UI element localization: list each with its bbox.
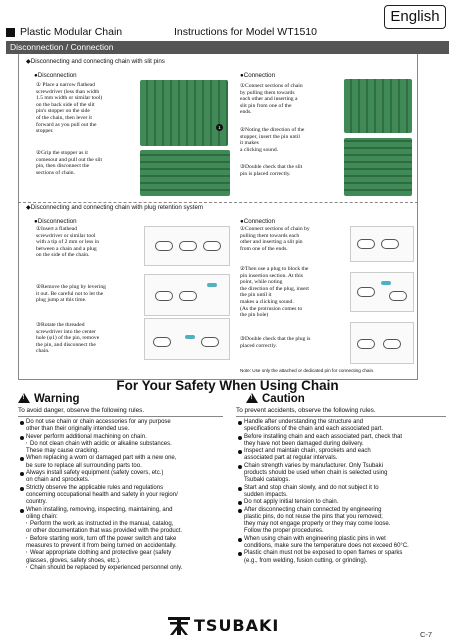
slit-conn-step-1: [240, 83, 340, 116]
caution-title: [246, 393, 305, 405]
safety-rule-line: country.: [26, 499, 47, 506]
safety-rule-line: sudden impacts.: [244, 491, 288, 498]
warning-title: [18, 393, 80, 405]
safety-rule-line: Do not apply initial tension to chain.: [238, 499, 450, 506]
safety-rule-line: When installing, removing, inspecting, maintaining, and: [20, 507, 228, 514]
safety-title: For Your Safety When Using Chain: [116, 378, 339, 393]
language-badge: English: [384, 5, 446, 29]
safety-rule-line: products should be used when chain is selected using: [244, 470, 388, 477]
chain-link-icon: [357, 287, 375, 297]
chain-link-icon: [383, 339, 401, 349]
safety-rule-line: When using chain with engineering plastic pins in wet: [238, 536, 450, 543]
chain-link-icon: [179, 291, 197, 301]
slit-heading: ◆Disconnecting and connecting chain with slit pins: [26, 58, 165, 65]
safety-rule-line: glasses, gloves, safety shoes, etc.).: [26, 557, 121, 564]
safety-rule-line: Handle after understanding the structure and: [238, 419, 450, 426]
section-bar: Disconnection / Connection: [6, 41, 449, 54]
chain-link-icon: [155, 241, 173, 251]
plug-connection-label: ●Connection: [240, 218, 276, 225]
chain-link-icon: [155, 291, 173, 301]
safety-rule-line: they may not engage properly or they may come loose.: [244, 521, 391, 528]
chain-link-icon: [201, 337, 219, 347]
safety-rule-line: measures to prevent it from being turned on accidentally.: [26, 543, 177, 550]
step-text: ③Double check that the slit pin is placed correctly.: [240, 164, 303, 177]
slit-conn-step-2: [240, 127, 340, 153]
step-text: ①Insert a flathead screwdriver or similar tool with a tip of 2 mm or less in between a chain and a plug on the side of the chain.: [36, 226, 100, 259]
model-title: Instructions for Model WT1510: [174, 26, 317, 38]
plug-conn-step-2: [240, 266, 348, 319]
plug-icon: [207, 283, 217, 287]
plug-disc-step-1: [36, 226, 140, 259]
safety-rule-line: ・ Perform the work as instructed in the manual, catalog,: [20, 521, 228, 528]
safety-rule-line: ・ Chain should be replaced by experienced personnel only.: [20, 565, 228, 572]
plug-conn-step-1: [240, 226, 348, 252]
plug-disconnect-sketch-1: [144, 226, 230, 266]
safety-rule-line: conditions, make sure the temperature does not exceed 60°C.: [244, 543, 409, 550]
chain-link-icon: [381, 239, 399, 249]
title-square-icon: [6, 28, 15, 37]
slit-disconnect-photo-1: [140, 80, 228, 146]
slit-disconnect-photo-2: [140, 150, 230, 196]
section-divider: [18, 202, 418, 203]
plug-disconnection-label: ●Disconnection: [34, 218, 77, 225]
plug-connect-sketch-2: [350, 272, 414, 312]
safety-rule-line: on chain and sprockets.: [26, 477, 90, 484]
safety-rule-line: associated part at regular intervals.: [244, 455, 338, 462]
safety-rule-line: Chain strength varies by manufacturer. Only Tsubaki: [238, 463, 450, 470]
safety-rule-line: Tsubaki catalogs.: [244, 477, 291, 484]
plug-icon: [381, 281, 391, 285]
safety-rule-line: When replacing a worn or damaged part with a new one,: [20, 455, 228, 462]
slit-connect-photo-1: [344, 79, 412, 133]
safety-rule-line: ・ Before starting work, turn off the power switch and take: [20, 536, 228, 543]
step-text: ②Then use a plug to block the pin insertion section. At this point, while noting the direction of the plug, insert the pin until it makes a clicking sound. (As the protrusion comes to the pin hole): [240, 266, 309, 319]
slit-connect-photo-2: [344, 138, 412, 196]
chain-link-icon: [357, 239, 375, 249]
step-text: ③Double check that the plug is placed correctly.: [240, 336, 311, 349]
step-text: ③Rotate the threaded screwdriver into the center hole (φ1) of the pin, remove the pin, and disconnect the chain.: [36, 322, 100, 355]
safety-rule-line: Plastic chain must not be exposed to open flames or sparks: [238, 550, 450, 557]
marker-1-icon: 1: [216, 124, 223, 131]
safety-rule-line: Inspect and maintain chain, sprockets and each: [238, 448, 450, 455]
warning-icon: [18, 393, 30, 403]
chain-link-icon: [179, 241, 197, 251]
warning-rule: [18, 416, 223, 417]
slit-disconnection-label: ●Disconnection: [34, 72, 77, 79]
warning-list: [20, 419, 228, 572]
step-text: ①Connect sections of chain by pulling them towards each other and inserting a slit pin from one of the ends.: [240, 226, 310, 252]
safety-rule-line: specifications of the chain and each associated part.: [244, 426, 384, 433]
warning-subtitle: To avoid danger, observe the following rules.: [18, 407, 145, 414]
chain-link-icon: [357, 339, 375, 349]
chain-link-icon: [203, 241, 221, 251]
brand-text: TSUBAKI: [194, 616, 280, 635]
plug-disconnect-sketch-3: [144, 318, 230, 360]
plug-disc-step-3: [36, 322, 140, 355]
pin-note: Note: Use only the attached or dedicated pin for connecting chain.: [240, 368, 375, 373]
safety-rule-line: These may cause cracking.: [26, 448, 100, 455]
plug-disconnect-sketch-2: [144, 274, 230, 316]
safety-rule-line: or other documentation that was provided with the product.: [26, 528, 183, 535]
safety-rule-line: After disconnecting chain connected by engineering: [238, 507, 450, 514]
safety-rule-line: they have not been damaged during delivery.: [244, 440, 364, 447]
chain-link-icon: [153, 337, 171, 347]
slit-disc-step-1: [36, 82, 136, 135]
caution-title-text: Caution: [262, 393, 305, 405]
plug-disc-step-2: [36, 284, 140, 304]
step-text: ① Place a narrow flathead screwdriver (less than width 1.5 mm width or similar tool) on the back side of the slit pin's stopper on the side of the chain, then lever it forward as you pull out the stopper.: [36, 82, 103, 135]
safety-rule-line: Follow the proper procedures.: [244, 528, 324, 535]
step-text: ②Noting the direction of the stopper, insert the pin until it makes a clicking sound.: [240, 127, 305, 153]
tsubaki-logo-icon: [168, 617, 190, 635]
safety-rule-line: (e.g., from welding, fusion cutting, or grinding).: [244, 557, 368, 564]
caution-rule: [236, 416, 446, 417]
safety-rule-line: oiling chain:: [26, 513, 58, 520]
page-number: C-7: [420, 630, 433, 639]
caution-subtitle: To prevent accidents, observe the following rules.: [236, 407, 376, 414]
step-text: ①Connect sections of chain by pulling them towards each other and inserting a slit pin from one of the ends.: [240, 83, 303, 116]
safety-rule-line: Start and stop chain slowly, and do not subject it to: [238, 485, 450, 492]
safety-rule-line: concerning occupational health and safety in your region/: [26, 491, 178, 498]
tsubaki-logo: [168, 616, 286, 636]
safety-rule-line: other than their originally intended use.: [26, 426, 130, 433]
plug-conn-step-3: [240, 336, 348, 349]
slit-connection-label: ●Connection: [240, 72, 276, 79]
safety-rule-line: Before installing chain and each associated part, check that: [238, 434, 450, 441]
safety-rule-line: be sure to replace all surrounding parts too.: [26, 462, 142, 469]
slit-conn-step-3: [240, 164, 340, 177]
plug-connect-sketch-1: [350, 226, 414, 262]
safety-rule-line: ・ Do not clean chain with acidic or alkaline substances.: [20, 441, 228, 448]
plug-connect-sketch-3: [350, 322, 414, 364]
safety-rule-line: Never perform additional machining on chain.: [20, 434, 228, 441]
caution-list: [238, 419, 450, 565]
safety-rule-line: Always install safety equipment (safety covers, etc.): [20, 470, 228, 477]
safety-rule-line: Strictly observe the applicable rules and regulations: [20, 485, 228, 492]
document-title: [6, 26, 386, 40]
caution-icon: [246, 393, 258, 403]
chain-link-icon: [389, 291, 407, 301]
plug-heading: ◆Disconnecting and connecting chain with plug retention system: [26, 204, 204, 211]
slit-disc-step-2: [36, 150, 136, 176]
warning-title-text: Warning: [34, 393, 80, 405]
safety-rule-line: Do not use chain or chain accessories for any purpose: [20, 419, 228, 426]
product-title: Plastic Modular Chain: [20, 26, 123, 38]
step-text: ②Grip the stopper as it comesout and pull out the slit pin, then disconnect the sections of chain.: [36, 150, 103, 176]
safety-rule-line: plastic pins, do not reuse the pins that you removed;: [244, 513, 383, 520]
plug-icon: [185, 335, 195, 339]
step-text: ②Remove the plug by levering it out. Be careful not to let the plug jump at this time.: [36, 284, 106, 304]
safety-rule-line: ・ Wear appropriate clothing and protective gear (safety: [20, 550, 228, 557]
